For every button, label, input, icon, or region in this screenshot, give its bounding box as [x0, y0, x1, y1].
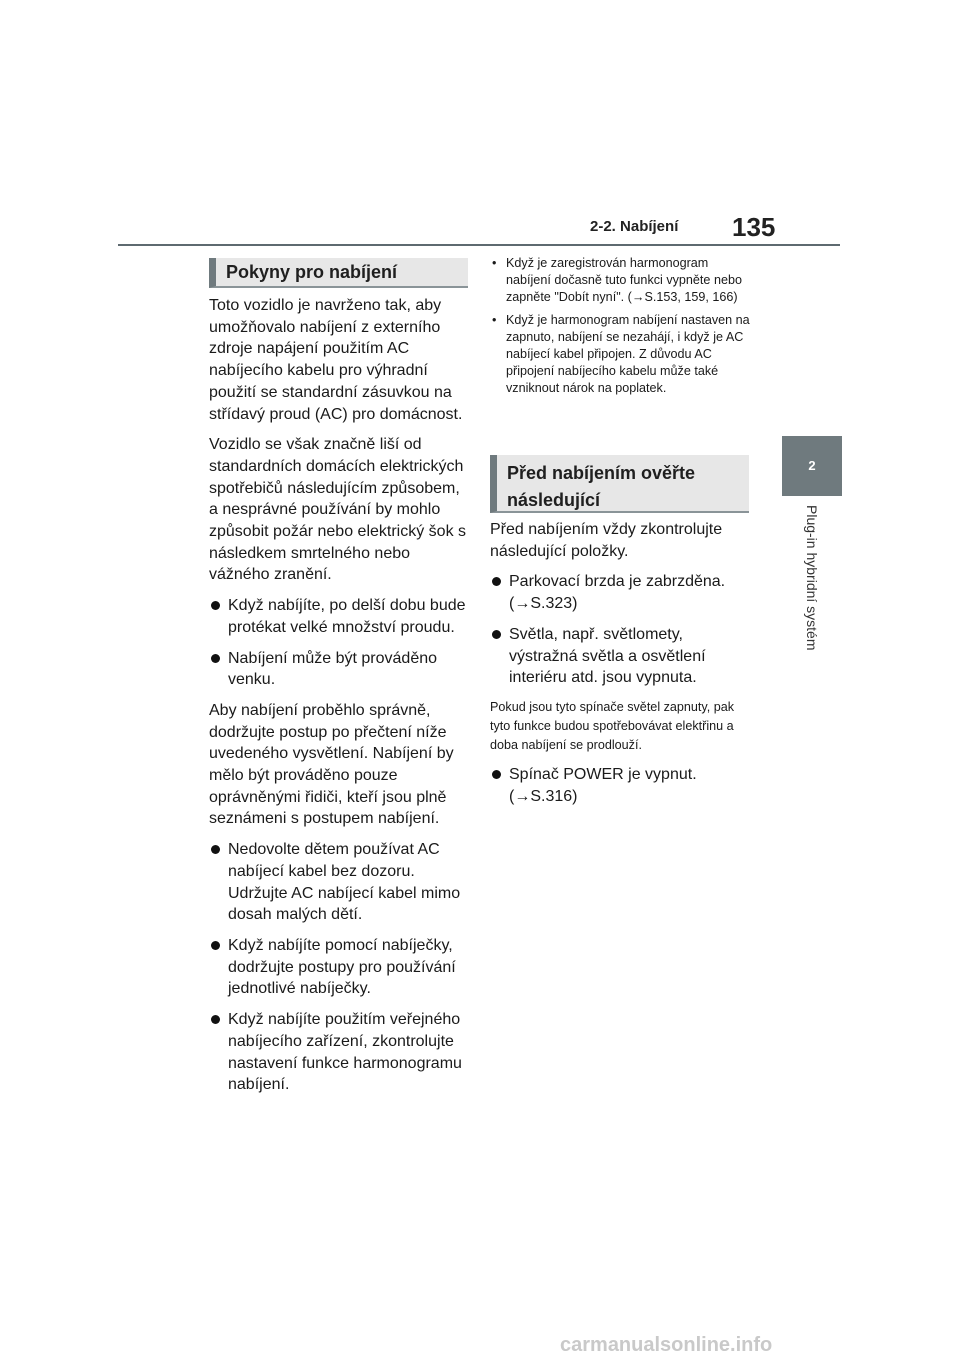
note-item [490, 255, 752, 306]
paragraph: Vozidlo se však značně liší od standardních domácích elektrických spotřebičů následujícím způsobem, a nesprávné používání by mohlo způsobit požár nebo elektrický šok s následkem smrtelného nebo vážného zranění. [209, 436, 467, 584]
list-item-text: Světla, např. světlomety, výstražná světla a osvětlení interiéru atd. jsou vypnuta. [509, 625, 706, 687]
list-item [209, 1009, 471, 1096]
bullet-icon [492, 770, 501, 779]
paragraph: Před nabíjením vždy zkontrolujte následující položky. [490, 521, 723, 560]
list-item [209, 839, 471, 926]
list-item-text: Nedovolte dětem používat AC nabíjecí kabel bez dozoru. Udržujte AC nabíjecí kabel mimo dosah malých dětí. [228, 841, 461, 924]
chapter-tab: 2 [782, 436, 842, 496]
list-item-text: Spínač POWER je vypnut. (→S.316) [509, 765, 697, 805]
page-number: 135 [732, 212, 776, 242]
list-item [209, 595, 471, 638]
list-item-text: Parkovací brzda je zabrzděna. (→S.323) [509, 573, 726, 613]
list-item [209, 648, 471, 691]
note-text: Když je zaregistrován harmonogram nabíjení dočasně tuto funkci vypněte nebo zapněte "Dobít nyní". (→S.153, 159, 166) [506, 256, 742, 304]
list-item [209, 935, 471, 1000]
bullet-icon [211, 941, 220, 950]
paragraph: Toto vozidlo je navrženo tak, aby umožňovalo nabíjení z externího zdroje napájení použitím AC nabíjecího kabelu pro výhradní použití se standardní zásuvkou na střídavý proud (AC) pro domácnost. [209, 297, 463, 423]
section-title: 2-2. Nabíjení [590, 218, 679, 235]
list-item-text: Když nabíjíte pomocí nabíječky, dodržujte postupy pro používání jednotlivé nabíječky. [228, 936, 456, 998]
header-divider [118, 244, 840, 246]
watermark: carmanualsonline.info [560, 1334, 773, 1356]
left-column [209, 295, 471, 1105]
section-heading-pre-charge-checks: Před nabíjením ověřte následující [490, 455, 749, 513]
note-text: Když je harmonogram nabíjení nastaven na zapnuto, nabíjení se nezahájí, i když je AC nabíjecí kabel připojen. Z důvodu AC připojení nabíjecího kabelu může také vzniknout nárok na poplatek. [506, 313, 750, 395]
chapter-label: Plug-in hybridní systém [804, 505, 820, 651]
bullet-icon [211, 1015, 220, 1024]
right-column-lower [490, 519, 752, 816]
list-item-text: Nabíjení může být prováděno venku. [228, 649, 438, 689]
bullet-icon [492, 630, 501, 639]
paragraph: Aby nabíjení proběhlo správně, dodržujte postup po přečtení níže uvedeného vysvětlení. Nabíjení by mělo být prováděno pouze oprávněnými řidiči, kteří jsou plně seznámeni s postupem nabíjení. [209, 701, 454, 828]
list-item [490, 571, 752, 614]
bullet-icon: • [492, 313, 497, 327]
list-item-text: Když nabíjíte, po delší dobu bude protékat velké množství proudu. [228, 597, 466, 636]
right-column [490, 255, 752, 403]
bullet-icon [211, 601, 220, 610]
bullet-icon [211, 845, 220, 854]
section-heading-charging-instructions: Pokyny pro nabíjení [209, 258, 468, 288]
bullet-icon: • [492, 256, 497, 270]
bullet-icon [211, 654, 220, 663]
list-item-text: Když nabíjíte použitím veřejného nabíjecího zařízení, zkontrolujte nastavení funkce harmonogramu nabíjení. [228, 1011, 462, 1094]
list-item [490, 764, 752, 807]
small-note: Pokud jsou tyto spínače světel zapnuty, pak tyto funkce budou spotřebovávat elektřinu a doba nabíjení se prodlouží. [490, 699, 735, 752]
list-item [490, 624, 752, 689]
note-item [490, 312, 752, 397]
bullet-icon [492, 577, 501, 586]
